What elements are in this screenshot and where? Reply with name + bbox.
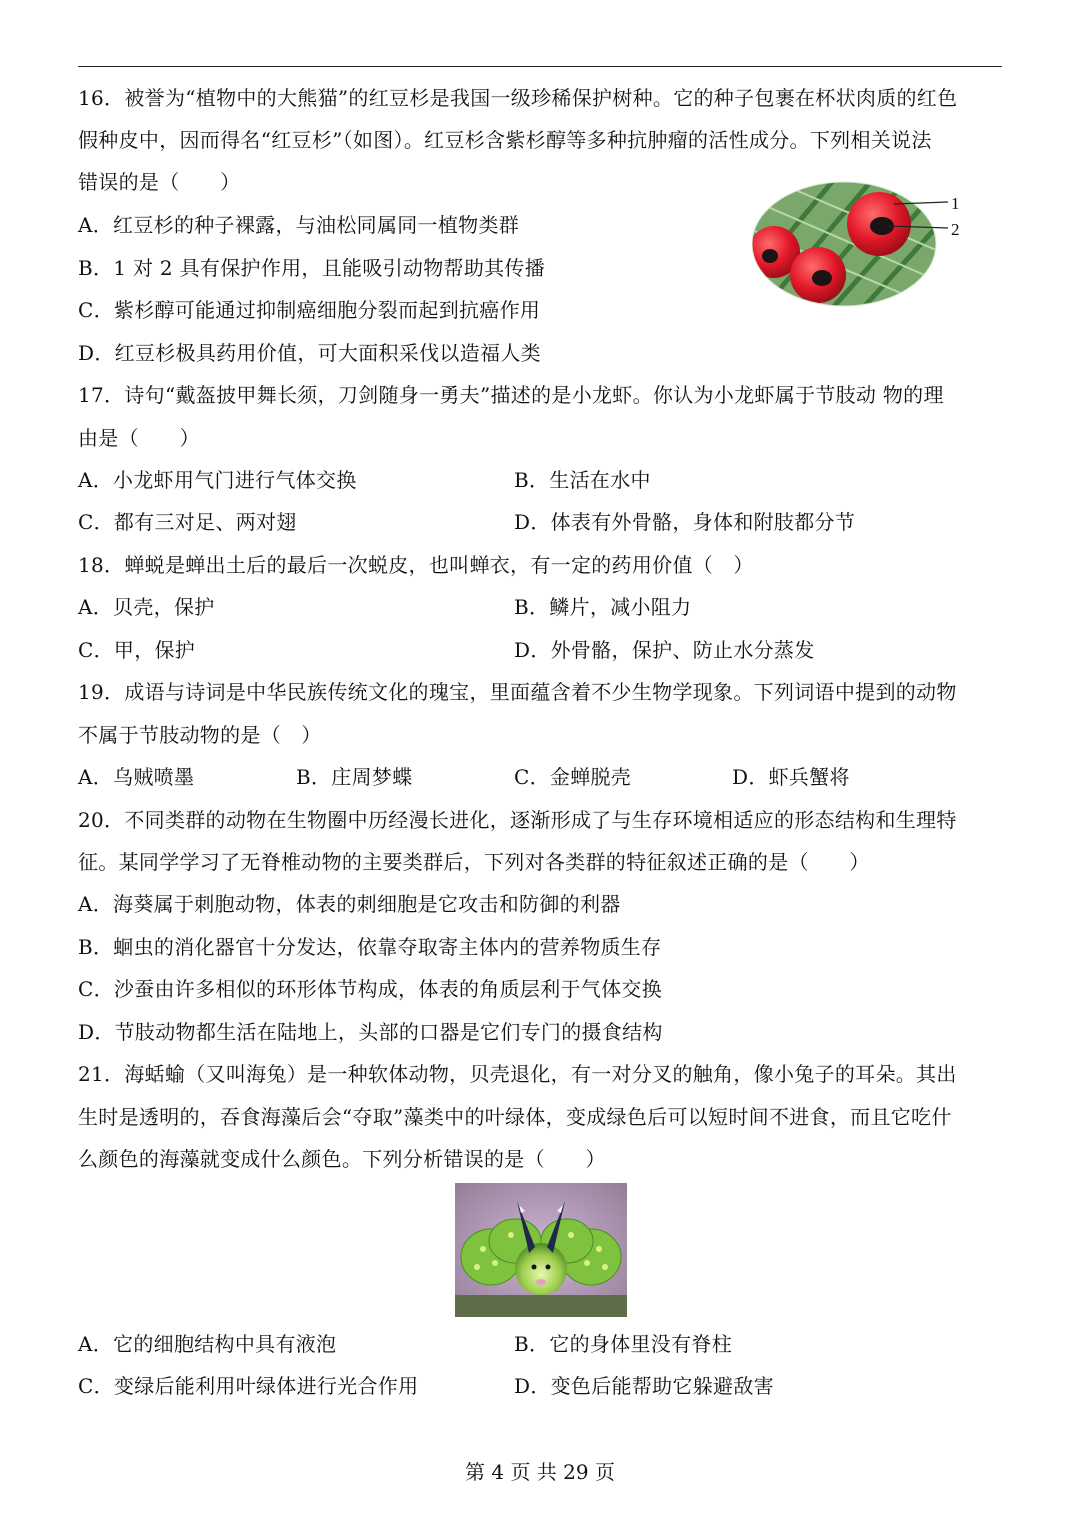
q21-stem-line-1: 21．海蛞蝓（又叫海兔）是一种软体动物，贝壳退化，有一对分叉的触角，像小兔子的耳朵。其出 [78,1062,957,1086]
q19-option-b: B．庄周梦蝶 [296,765,413,789]
header-rule [78,66,1002,67]
q16-stem-line-3: 错误的是（ ） [78,170,241,194]
q21-option-b: B．它的身体里没有脊柱 [514,1332,732,1356]
q18-option-a: A．贝壳，保护 [78,595,215,619]
q17-option-a: A．小龙虾用气门进行气体交换 [78,468,357,492]
q21-option-a: A．它的细胞结构中具有液泡 [78,1332,337,1356]
q20-option-a: A．海葵属于刺胞动物，体表的刺细胞是它攻击和防御的利器 [78,892,621,916]
q18-option-b: B．鳞片，减小阻力 [514,595,692,619]
q20-stem-line-1: 20．不同类群的动物在生物圈中历经漫长进化，逐渐形成了与生存环境相适应的形态结构和生理特 [78,808,957,832]
q18-stem-line-1: 18．蝉蜕是蝉出土后的最后一次蜕皮，也叫蝉衣，有一定的药用价值（ ） [78,553,754,577]
q17-option-c: C．都有三对足、两对翅 [78,510,297,534]
page-footer: 第 4 页 共 29 页 [465,1460,615,1484]
q16-option-d: D．红豆杉极具药用价值，可大面积采伐以造福人类 [78,341,541,365]
q19-option-d: D．虾兵蟹将 [732,765,850,789]
q17-stem-line-2: 由是（ ） [78,426,200,450]
q18-option-c: C．甲，保护 [78,638,196,662]
sea-slug-photo [455,1183,627,1317]
q21-stem-line-2: 生时是透明的，吞食海藻后会“夺取”藻类中的叶绿体，变成绿色后可以短时间不进食，而且它吃什 [78,1105,952,1129]
red-yew-seed-figure [752,180,972,308]
q16-option-c: C．紫杉醇可能通过抑制癌细胞分裂而起到抗癌作用 [78,298,541,322]
q19-option-c: C．金蝉脱壳 [514,765,632,789]
q17-stem-line-1: 17．诗句“戴盔披甲舞长须，刀剑随身一勇夫”描述的是小龙虾。你认为小龙虾属于节肢动 物的理 [78,383,944,407]
q20-option-c: C．沙蚕由许多相似的环形体节构成，体表的角质层利于气体交换 [78,977,663,1001]
q16-option-b: B．1 对 2 具有保护作用，且能吸引动物帮助其传播 [78,256,546,280]
q19-option-a: A．乌贼喷墨 [78,765,195,789]
q20-stem-line-2: 征。某同学学习了无脊椎动物的主要类群后，下列对各类群的特征叙述正确的是（ ） [78,850,870,874]
q19-stem-line-1: 19．成语与诗词是中华民族传统文化的瑰宝，里面蕴含着不少生物学现象。下列词语中提到的动物 [78,680,957,704]
q16-stem-line-2: 假种皮中，因而得名“红豆杉”（如图）。红豆杉含紫杉醇等多种抗肿瘤的活性成分。下列相关说法 [78,128,932,152]
q21-option-c: C．变绿后能利用叶绿体进行光合作用 [78,1374,419,1398]
q20-option-d: D．节肢动物都生活在陆地上，头部的口器是它们专门的摄食结构 [78,1020,663,1044]
q17-option-d: D．体表有外骨骼，身体和附肢都分节 [514,510,856,534]
q21-stem-line-3: 么颜色的海藻就变成什么颜色。下列分析错误的是（ ） [78,1147,606,1171]
q19-stem-line-2: 不属于节肢动物的是（ ） [78,723,322,747]
q21-option-d: D．变色后能帮助它躲避敌害 [514,1374,774,1398]
q17-option-b: B．生活在水中 [514,468,651,492]
figure-label-2: 2 [951,220,960,239]
q20-option-b: B．蛔虫的消化器官十分发达，依靠夺取寄主体内的营养物质生存 [78,935,662,959]
q18-option-d: D．外骨骼，保护、防止水分蒸发 [514,638,815,662]
q16-option-a: A．红豆杉的种子裸露，与油松同属同一植物类群 [78,213,520,237]
q16-stem-line-1: 16．被誉为“植物中的大熊猫”的红豆杉是我国一级珍稀保护树种。它的种子包裹在杯状肉质的红色 [78,86,958,110]
figure-label-1: 1 [951,194,960,213]
